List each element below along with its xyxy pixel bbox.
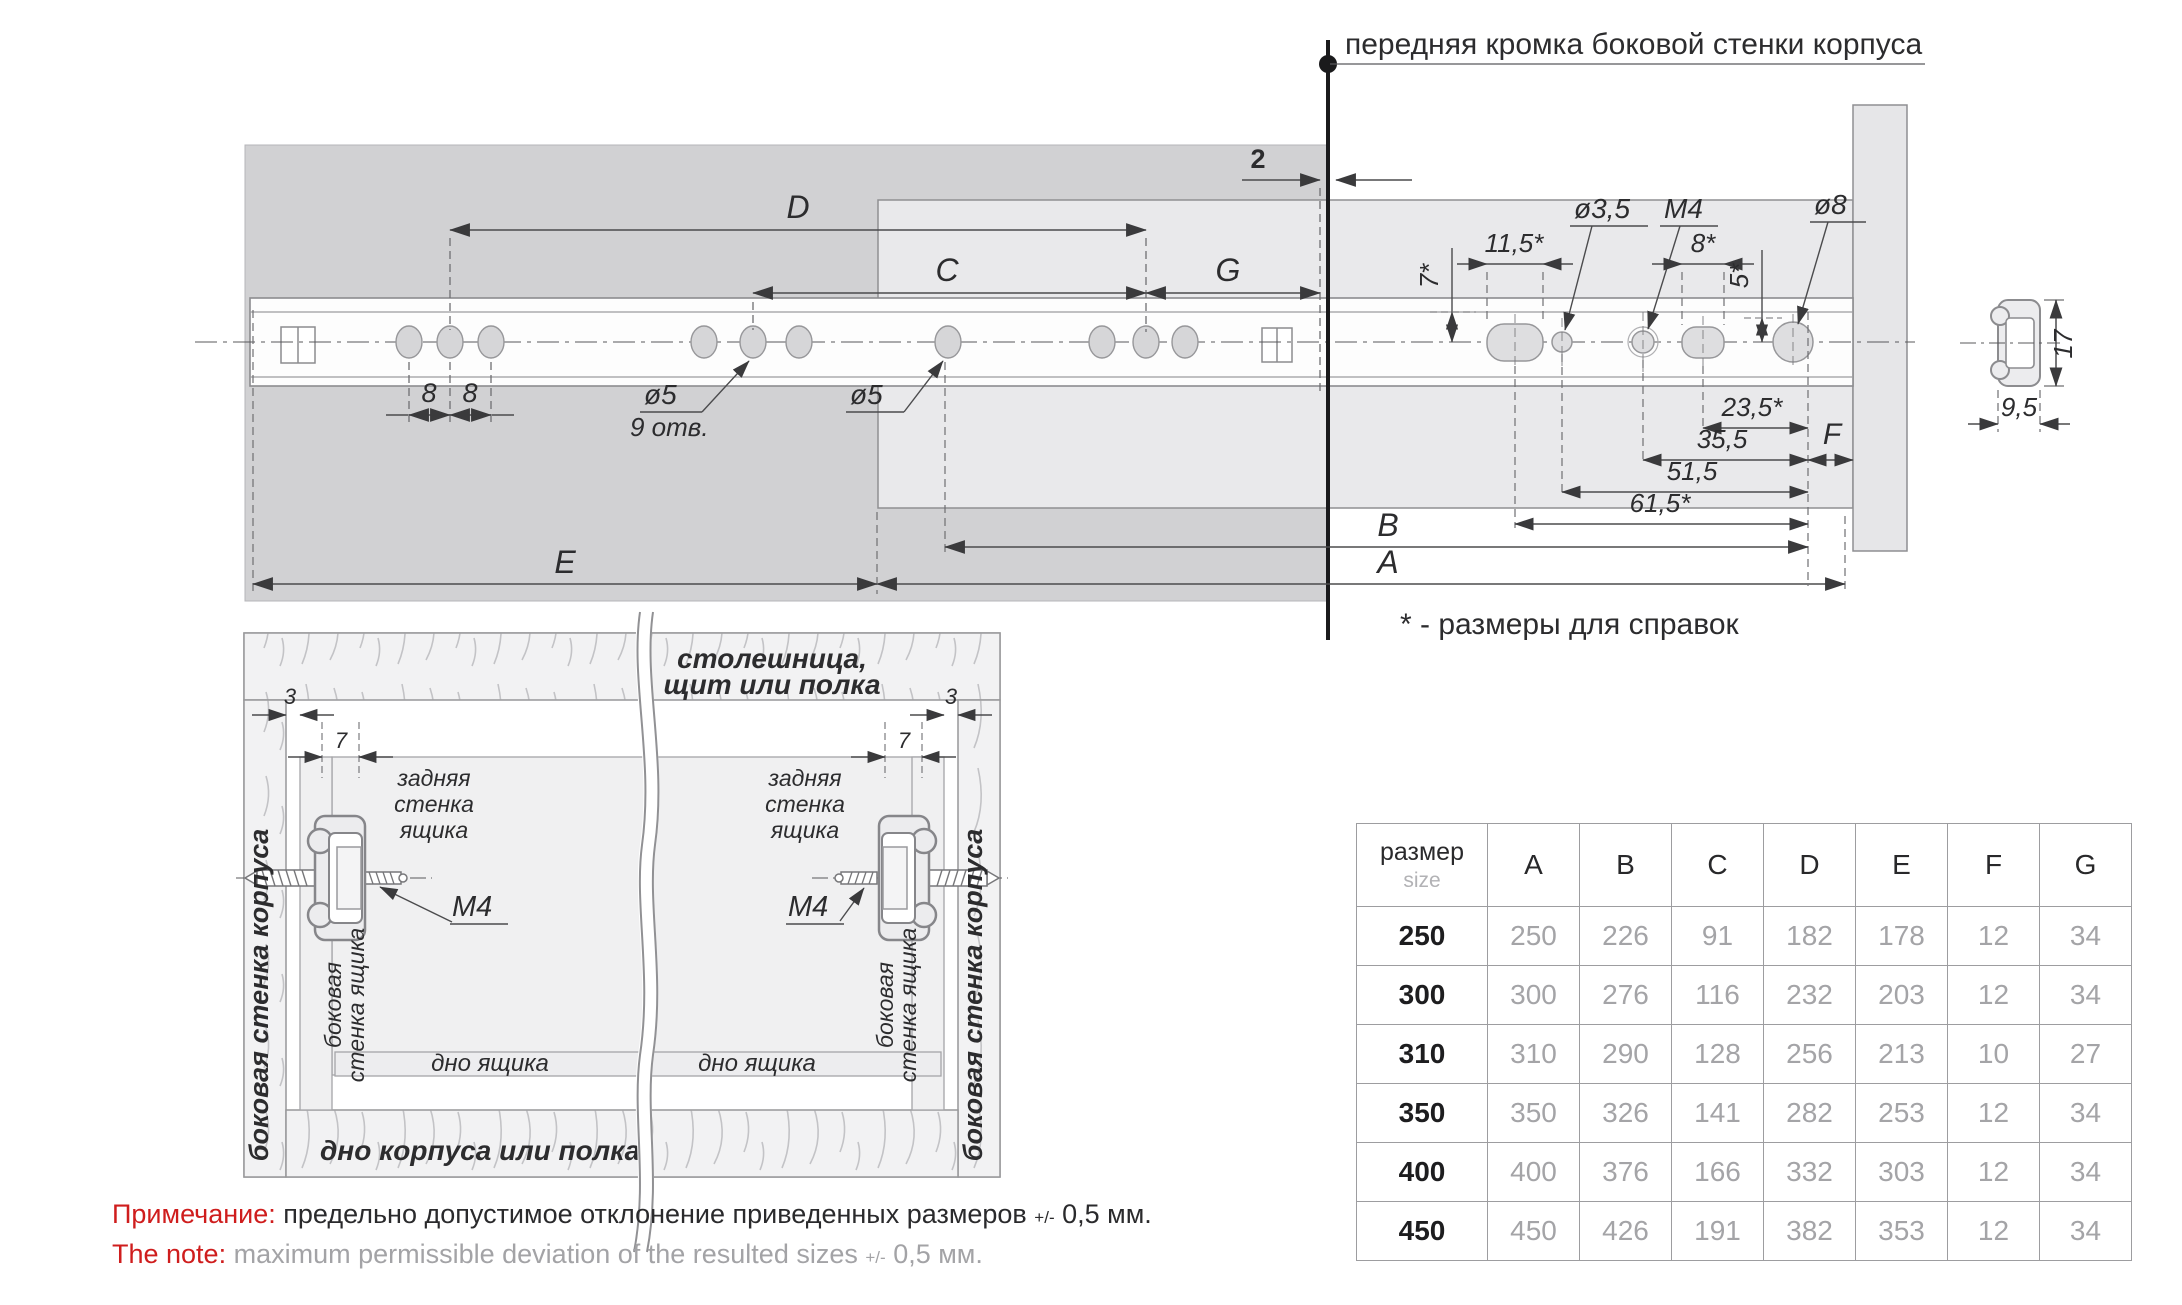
dim-17 (2044, 300, 2078, 386)
col-header-F: F (1948, 824, 2040, 907)
table-header-row (1357, 824, 2132, 907)
svg-text:17: 17 (2048, 329, 2078, 359)
m4-label: M4 (788, 891, 829, 923)
size-table (1356, 823, 2132, 1261)
table-row: 250 250 226 91 182 178 12 34 (1357, 907, 2132, 966)
svg-text:F: F (1822, 418, 1842, 451)
svg-text:A: A (1377, 544, 1399, 580)
size-header-cell: размер size (1357, 824, 1488, 907)
svg-text:8: 8 (462, 378, 478, 408)
svg-text:7*: 7* (1414, 263, 1444, 289)
rear-wall-label-right (765, 765, 845, 843)
reference-sizes-note: * - размеры для справок (1400, 608, 1739, 641)
svg-text:2: 2 (1250, 144, 1266, 174)
dim-9-5 (1968, 390, 2070, 432)
svg-text:ø8: ø8 (1814, 189, 1847, 220)
svg-text:ящика: ящика (399, 817, 469, 843)
svg-text:3: 3 (944, 684, 958, 709)
body-side-wall-label-right: боковая стенка корпуса (958, 828, 988, 1162)
svg-text:5*: 5* (1724, 263, 1754, 289)
svg-text:ø5: ø5 (644, 379, 677, 410)
col-header-D: D (1764, 824, 1856, 907)
svg-text:8: 8 (421, 378, 437, 408)
svg-text:M4: M4 (1664, 193, 1703, 224)
svg-text:стенка: стенка (765, 791, 845, 817)
svg-text:щит или полка: щит или полка (663, 669, 881, 700)
svg-text:C: C (935, 252, 959, 288)
slide-cross-section (1960, 300, 2078, 432)
svg-text:стенка ящика: стенка ящика (343, 927, 369, 1083)
m4-label: M4 (452, 891, 493, 923)
inner-member-hole-d5 (935, 326, 961, 358)
svg-text:61,5*: 61,5* (1629, 488, 1691, 518)
installation-diagram (236, 612, 1008, 1252)
svg-text:B: B (1377, 507, 1399, 543)
col-header-E: E (1856, 824, 1948, 907)
col-header-A: A (1488, 824, 1580, 907)
svg-text:9 отв.: 9 отв. (630, 412, 709, 442)
front-edge-label: передняя кромка боковой стенки корпуса (1345, 28, 1923, 61)
col-header-C: C (1672, 824, 1764, 907)
table-row: 300 300 276 116 232 203 12 34 (1357, 966, 2132, 1025)
note-en-label: The note: (112, 1239, 227, 1269)
svg-text:9,5: 9,5 (2000, 392, 2038, 422)
col-header-G: G (2040, 824, 2132, 907)
drawer-bottom-label-right: дно ящика (698, 1050, 816, 1077)
table-row: 310 310 290 128 256 213 10 27 (1357, 1025, 2132, 1084)
notes-block (112, 1196, 1152, 1276)
svg-text:51,5: 51,5 (1666, 456, 1718, 486)
svg-text:G: G (1215, 252, 1241, 288)
slide-side-view (195, 28, 1925, 641)
svg-text:стенка ящика: стенка ящика (895, 927, 921, 1083)
svg-text:35,5: 35,5 (1696, 424, 1748, 454)
svg-text:3: 3 (283, 684, 297, 709)
svg-text:8*: 8* (1690, 228, 1716, 258)
rear-wall-label-left (394, 765, 474, 843)
front-bracket-rect (1853, 105, 1907, 551)
table-row: 450 450 426 191 382 353 12 34 (1357, 1202, 2132, 1261)
svg-text:боковая: боковая (320, 962, 346, 1048)
svg-text:ø3,5: ø3,5 (1574, 193, 1631, 224)
body-bottom-label: дно корпуса или полка (320, 1135, 641, 1166)
table-row: 400 400 376 166 332 303 12 34 (1357, 1143, 2132, 1202)
svg-text:задняя: задняя (768, 765, 842, 791)
svg-text:7: 7 (334, 728, 348, 753)
svg-text:ящика: ящика (770, 817, 840, 843)
svg-text:задняя: задняя (397, 765, 471, 791)
body-side-wall-label-left: боковая стенка корпуса (244, 828, 274, 1162)
table-row: 350 350 326 141 282 253 12 34 (1357, 1084, 2132, 1143)
drawer-bottom-label-left: дно ящика (431, 1050, 549, 1077)
svg-text:D: D (786, 189, 810, 225)
svg-text:ø5: ø5 (850, 379, 883, 410)
svg-text:стенка: стенка (394, 791, 474, 817)
col-header-B: B (1580, 824, 1672, 907)
note-ru: Примечание: предельно допустимое отклонение приведенных размеров +/- 0,5 мм. (112, 1199, 1152, 1229)
svg-text:11,5*: 11,5* (1484, 228, 1544, 258)
top-panel-label: столешница, (677, 643, 867, 674)
svg-text:23,5*: 23,5* (1721, 392, 1783, 422)
svg-text:боковая: боковая (872, 962, 898, 1048)
svg-text:7: 7 (897, 728, 911, 753)
note-ru-label: Примечание: (112, 1199, 276, 1229)
note-en: The note: maximum permissible deviation of the resulted sizes +/- 0,5 мм. (112, 1239, 983, 1269)
svg-text:E: E (554, 544, 576, 580)
